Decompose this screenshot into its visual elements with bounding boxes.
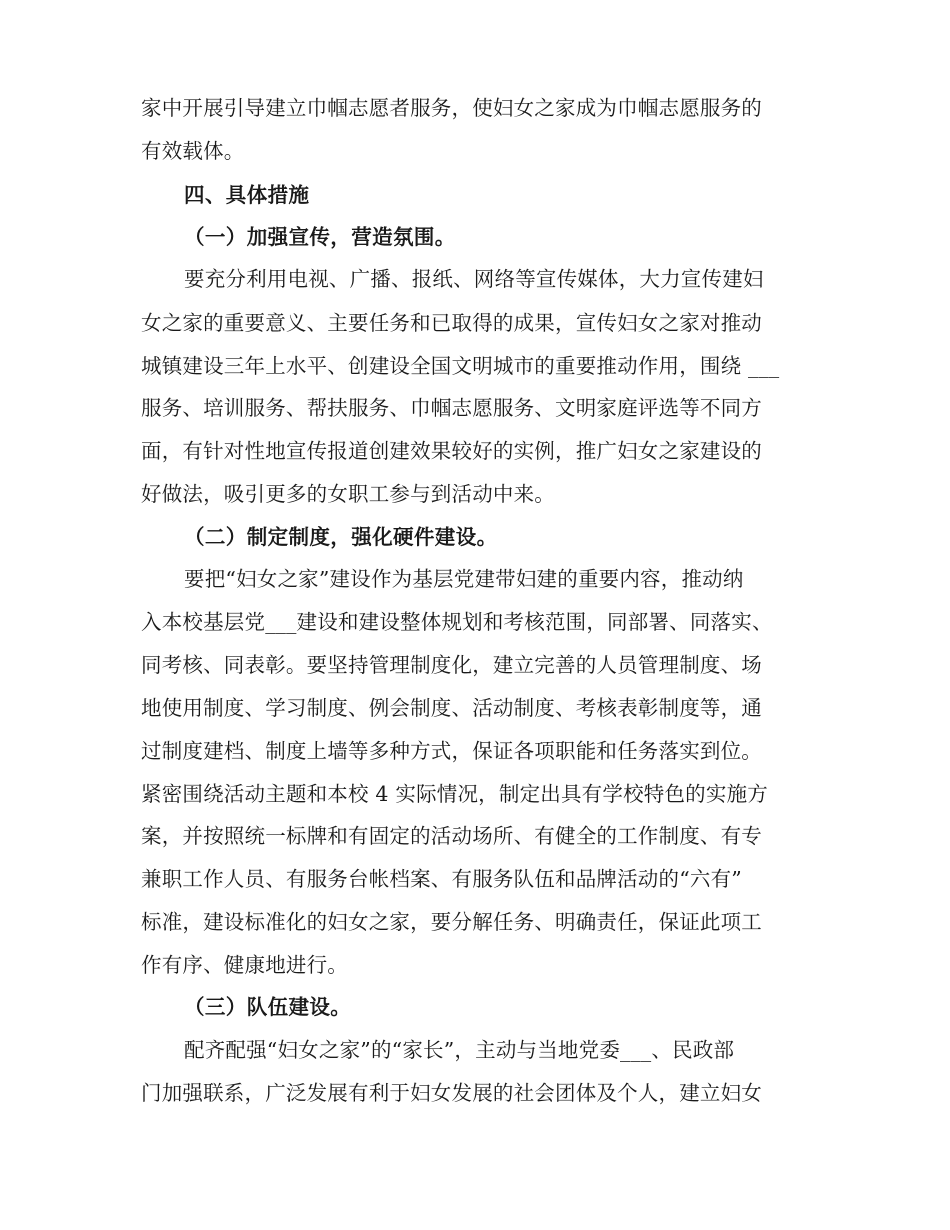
body-text-line: 面，有针对性地宣传报道创建效果较好的实例，推广妇女之家建设的 — [141, 439, 762, 463]
body-text-line: 作有序、健康地进行。 — [141, 953, 348, 977]
body-text-line: 过制度建档、制度上墙等多种方式，保证各项职能和任务落实到位。 — [141, 739, 762, 763]
body-text-line: 城镇建设三年上水平、创建设全国文明城市的重要推动作用，围绕 ___ — [141, 354, 780, 378]
body-text-line: 女之家的重要意义、主要任务和已取得的成果，宣传妇女之家对推动 — [141, 311, 762, 335]
section-heading: 四、具体措施 — [184, 183, 310, 207]
body-text-line: 服务、培训服务、帮扶服务、巾帼志愿服务、文明家庭评选等不同方 — [141, 396, 762, 420]
subsection-heading: （二）制定制度，强化硬件建设。 — [184, 525, 498, 549]
subsection-heading: （一）加强宣传，营造氛围。 — [184, 225, 456, 249]
body-text-line: 入本校基层党___建设和建设整体规划和考核范围，同部署、同落实、 — [141, 610, 773, 634]
body-text-line: 有效载体。 — [141, 139, 245, 163]
body-text-line: 兼职工作人员、有服务台帐档案、有服务队伍和品牌活动的“六有” — [141, 867, 742, 891]
body-text-line: 好做法，吸引更多的女职工参与到活动中来。 — [141, 482, 555, 506]
body-text-line: 同考核、同表彰。要坚持管理制度化，建立完善的人员管理制度、场 — [141, 653, 762, 677]
body-text-line: 门加强联系，广泛发展有利于妇女发展的社会团体及个人，建立妇女 — [141, 1081, 762, 1105]
body-text-line: 标准，建设标准化的妇女之家，要分解任务、明确责任，保证此项工 — [141, 910, 762, 934]
body-text-line: 地使用制度、学习制度、例会制度、活动制度、考核表彰制度等，通 — [141, 696, 762, 720]
body-text-line: 紧密围绕活动主题和本校 4 实际情况，制定出具有学校特色的实施方 — [141, 782, 768, 806]
body-text-line: 家中开展引导建立巾帼志愿者服务，使妇女之家成为巾帼志愿服务的 — [141, 96, 762, 120]
body-text-line: 案，并按照统一标牌和有固定的活动场所、有健全的工作制度、有专 — [141, 824, 762, 848]
body-text-line: 配齐配强“妇女之家”的“家长”，主动与当地党委___、民政部 — [184, 1038, 735, 1062]
body-text-line: 要把“妇女之家”建设作为基层党建带妇建的重要内容，推动纳 — [184, 567, 744, 591]
subsection-heading: （三）队伍建设。 — [184, 995, 352, 1019]
body-text-line: 要充分利用电视、广播、报纸、网络等宣传媒体，大力宣传建妇 — [184, 267, 764, 291]
